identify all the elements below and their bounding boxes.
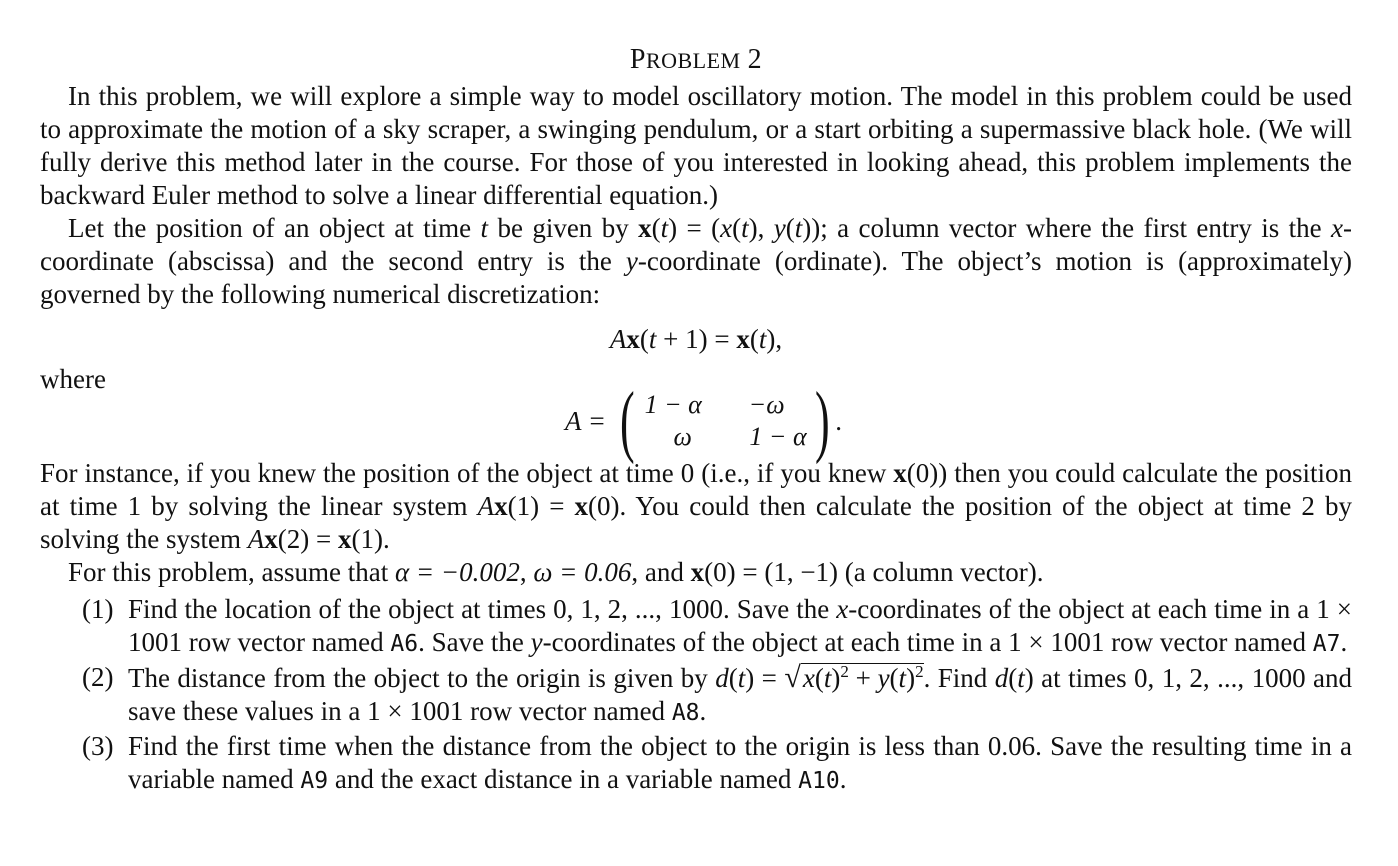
matrix-a12: −ω xyxy=(748,390,785,419)
list-item: (3) Find the first time when the distance from the object to the origin is less than 0.06. Save the resulting time in a variable named A9 and the exact distance in a variable named A10. xyxy=(82,731,1352,794)
intro-paragraph: In this problem, we will explore a simple way to model oscillatory motion. The model in this problem could be used to approximate the motion of a sky scraper, a swinging pendulum, or a start orbiting a supermassive black hole. (We will fully derive this method later in the course. For those of you interested in looking ahead, this problem implements the backward Euler method to solve a linear differential equation.) xyxy=(40,81,1352,210)
title-initial: P xyxy=(629,44,646,75)
task-list xyxy=(40,593,1352,798)
title-rest: ROBLEM xyxy=(645,48,741,73)
matrix-a11: 1 − α xyxy=(644,390,702,419)
instance-paragraph: For instance, if you knew the position of the object at time 0 (i.e., if you knew x(0)) then you could calculate the position at time 1 by solving the linear system Ax(1) = x(0). You could then calculate the position of the object at time 2 by solving the system Ax(2) = x(1). xyxy=(40,458,1353,554)
list-item: (1) Find the location of the object at times 0, 1, 2, ..., 1000. Save the x-coordinates of the object at each time in a 1 × 1001 row vector named A6. Save the y-coordinates of the object at each time in a 1 × 1001 row vector named A7. xyxy=(82,594,1353,657)
position-paragraph: Let the position of an object at time t be given by x(t) = (x(t), y(t)); a column vector where the first entry is the x-coordinate (abscissa) and the second entry is the y-coordinate (ordinate). The object’s motion is (approximately) governed by the following numerical discretization: xyxy=(40,213,1352,309)
list-item: (2) The distance from the object to the origin is given by $d(t) = √x(t)^2 + y(t)^2$. Find d(t) at times 0, 1, 2, ..., 1000 and save these values in a 1 × 1001 row vector named A8. xyxy=(82,661,1352,726)
left-paren: ( xyxy=(619,377,635,465)
matrix-end: . xyxy=(835,405,843,436)
document-page xyxy=(40,40,1352,798)
matrix-lhs: A = xyxy=(565,405,606,436)
assumption-paragraph: For this problem, assume that α = −0.002, ω = 0.06, and x(0) = (1, −1) (a column vector). xyxy=(68,557,1044,587)
where-label: where xyxy=(40,364,106,394)
main-equation: Ax(t + 1) = x(t), xyxy=(609,324,783,354)
right-paren: ) xyxy=(814,377,830,465)
matrix-a22: 1 − α xyxy=(749,422,807,451)
problem-title xyxy=(40,40,1352,80)
matrix-grid xyxy=(641,389,809,453)
matrix-a21: ω xyxy=(673,422,692,451)
title-number: 2 xyxy=(747,44,763,75)
